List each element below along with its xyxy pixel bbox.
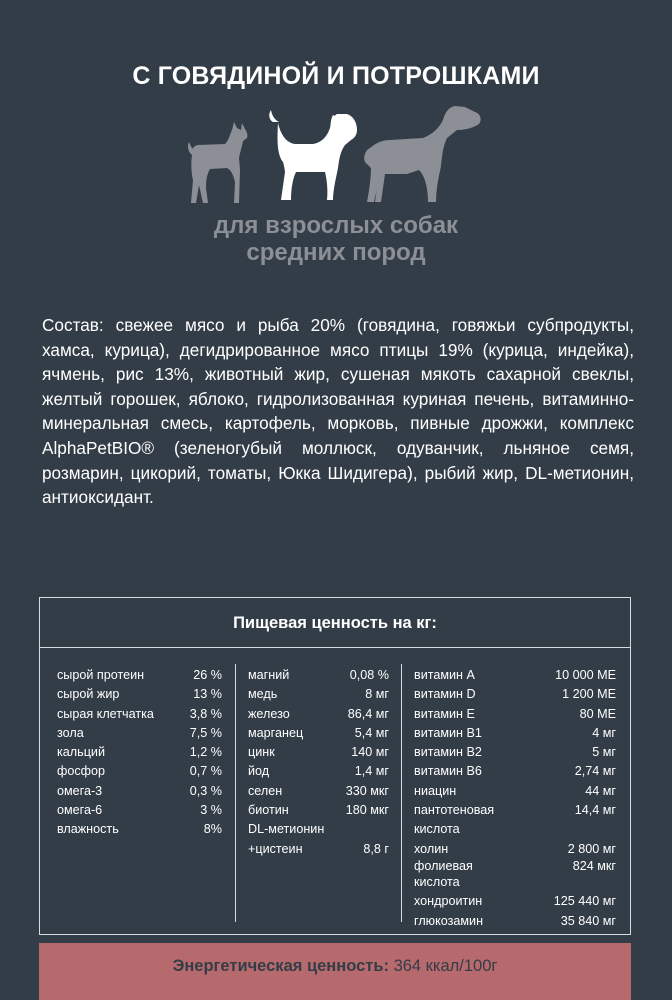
nutrient-row xyxy=(414,705,616,724)
nutrient-value: 824 мкг xyxy=(572,858,616,873)
nutrient-row xyxy=(248,724,389,743)
energy-value: 364 ккал/100г xyxy=(393,957,498,975)
nutrient-value: 2,74 мг xyxy=(574,764,616,779)
nutrient-value: 80 МЕ xyxy=(579,706,616,721)
nutrient-row xyxy=(248,782,389,801)
energy-label: Энергетическая ценность: xyxy=(172,957,389,975)
nutrient-row xyxy=(57,724,222,743)
nutrient-value: 8 мг xyxy=(365,687,389,702)
nutrient-row xyxy=(414,912,616,931)
nutrient-value: 7,5 % xyxy=(189,725,222,740)
nutrient-value: 0,7 % xyxy=(189,764,222,779)
nutrient-value: 1 200 МЕ xyxy=(562,687,616,702)
nutrient-value: 140 мг xyxy=(351,745,389,760)
nutrient-name: кислота xyxy=(414,822,460,837)
nutrient-row xyxy=(57,705,222,724)
nutrient-row xyxy=(414,892,616,911)
nutrient-row xyxy=(248,820,389,839)
nutrient-row xyxy=(248,685,389,704)
nutrient-row xyxy=(57,782,222,801)
nutrient-name: витамин Е xyxy=(414,706,475,721)
nutrient-row xyxy=(248,666,389,685)
nutrient-row xyxy=(414,820,616,839)
nutrient-value: 2 800 мг xyxy=(567,841,616,856)
nutrient-value: 125 440 мг xyxy=(553,894,616,909)
nutrient-value: 4 мг xyxy=(592,725,616,740)
nutrient-value: 1,4 мг xyxy=(354,764,389,779)
target-audience xyxy=(0,212,672,266)
nutrient-value: 5,4 мг xyxy=(354,725,389,740)
nutrient-name: кислота xyxy=(414,874,460,889)
subtitle-line-2: средних пород xyxy=(246,239,426,266)
nutrient-row xyxy=(248,840,389,859)
nutrient-name: марганец xyxy=(248,725,304,740)
nutrient-value: 13 % xyxy=(193,687,222,702)
nutrient-value: 10 000 МЕ xyxy=(555,668,616,682)
nutrient-name: омега-6 xyxy=(57,803,103,818)
energy-value-bar xyxy=(39,943,631,1000)
nutrient-column-2 xyxy=(248,666,389,859)
nutrient-name: сырая клетчатка xyxy=(57,706,154,721)
nutrient-row xyxy=(414,873,616,892)
nutrient-value: 35 840 мг xyxy=(560,913,616,928)
nutrient-row xyxy=(414,782,616,801)
nutrient-row xyxy=(57,801,222,820)
column-divider xyxy=(235,664,236,922)
nutrient-value: 3,8 % xyxy=(189,706,222,721)
composition-text: Состав: свежее мясо и рыба 20% (говядина, говяжьи субпродукты, хамса, курица), дегидрированное мясо птицы 19% (курица, индейка), ячмень, рис 13%, животный жир, сушеная мякоть сахарной свеклы, желтый горошек, яблоко, гидролизованная куриная печень, витаминно-минеральная смесь, картофель, морковь, пивные дрожжи, комплекс AlphaPetBIO® (зеленогубый моллюск, одуванчик, льняное семя, розмарин, цикорий, томаты, Юкка Шидигера), рыбий жир, DL-метионин, антиоксидант. xyxy=(42,315,634,508)
nutrient-row xyxy=(248,801,389,820)
nutrient-name: зола xyxy=(57,725,84,740)
nutrition-title: Пищевая ценность на кг: xyxy=(233,614,437,632)
nutrient-name: витамин В6 xyxy=(414,764,482,779)
nutrient-value: 180 мкг xyxy=(345,803,389,818)
nutrient-name: сырой протеин xyxy=(57,668,145,682)
nutrient-row xyxy=(248,743,389,762)
nutrient-value: 8,8 г xyxy=(363,841,389,856)
nutrient-value: 44 мг xyxy=(585,783,616,798)
nutrient-name: кальций xyxy=(57,745,105,760)
nutrient-name: фолиевая xyxy=(414,858,473,873)
dog-size-illustration xyxy=(185,100,490,215)
nutrient-name: DL-метионин xyxy=(248,822,325,837)
nutrient-row xyxy=(414,762,616,781)
nutrient-name: витамин В2 xyxy=(414,745,482,760)
nutrient-name: йод xyxy=(248,764,270,779)
nutrient-name: +цистеин xyxy=(248,841,303,856)
nutrient-name: холин xyxy=(414,841,449,856)
nutrient-value: 0,08 % xyxy=(349,668,389,682)
nutrient-value: 14,4 мг xyxy=(574,803,616,818)
subtitle-line-1: для взрослых собак xyxy=(213,212,459,239)
nutrient-value: 26 % xyxy=(193,668,222,682)
nutrient-value: 86,4 мг xyxy=(347,706,389,721)
nutrient-name: фосфор xyxy=(57,764,106,779)
nutrient-name: глюкозамин xyxy=(414,913,484,928)
nutrient-column-1 xyxy=(57,666,222,840)
nutrient-name: биотин xyxy=(248,803,289,818)
nutrient-name: сырой жир xyxy=(57,687,120,702)
nutrient-row xyxy=(248,705,389,724)
nutrient-row xyxy=(414,840,616,859)
nutrient-column-3 xyxy=(414,666,616,931)
nutrient-row xyxy=(57,685,222,704)
nutrient-name: селен xyxy=(248,783,283,798)
nutrient-value: 3 % xyxy=(200,803,222,818)
small-dog-icon xyxy=(188,122,247,203)
nutrient-name: магний xyxy=(248,668,290,682)
nutrition-table xyxy=(39,597,631,935)
nutrient-name: омега-3 xyxy=(57,783,103,798)
nutrient-name: ниацин xyxy=(414,783,457,798)
nutrient-row xyxy=(414,685,616,704)
nutrient-row xyxy=(57,820,222,839)
nutrient-row xyxy=(57,743,222,762)
nutrient-row xyxy=(414,859,616,873)
nutrient-name: влажность xyxy=(57,822,119,837)
nutrient-row xyxy=(414,666,616,685)
nutrient-value: 5 мг xyxy=(592,745,616,760)
nutrient-name: цинк xyxy=(248,745,275,760)
nutrition-divider xyxy=(40,647,630,648)
nutrient-row xyxy=(414,801,616,820)
nutrient-name: витамин D xyxy=(414,687,476,702)
energy-value-text xyxy=(39,957,631,976)
product-title: С ГОВЯДИНОЙ И ПОТРОШКАМИ xyxy=(132,62,540,90)
nutrient-name: витамин А xyxy=(414,668,475,682)
medium-dog-icon xyxy=(269,110,357,200)
nutrient-value: 8% xyxy=(203,822,222,837)
nutrient-name: медь xyxy=(248,687,278,702)
nutrient-row xyxy=(248,762,389,781)
large-dog-icon xyxy=(364,106,480,202)
nutrient-row xyxy=(414,724,616,743)
nutrient-value: 330 мкг xyxy=(345,783,389,798)
column-divider xyxy=(401,664,402,922)
nutrient-value: 1,2 % xyxy=(189,745,222,760)
nutrient-name: витамин В1 xyxy=(414,725,482,740)
nutrient-name: пантотеновая xyxy=(414,803,495,818)
nutrient-name: железо xyxy=(248,706,290,721)
nutrient-row xyxy=(414,743,616,762)
nutrient-row xyxy=(57,762,222,781)
nutrient-row xyxy=(57,666,222,685)
nutrient-value: 0,3 % xyxy=(189,783,222,798)
nutrient-name: хондроитин xyxy=(414,894,483,909)
